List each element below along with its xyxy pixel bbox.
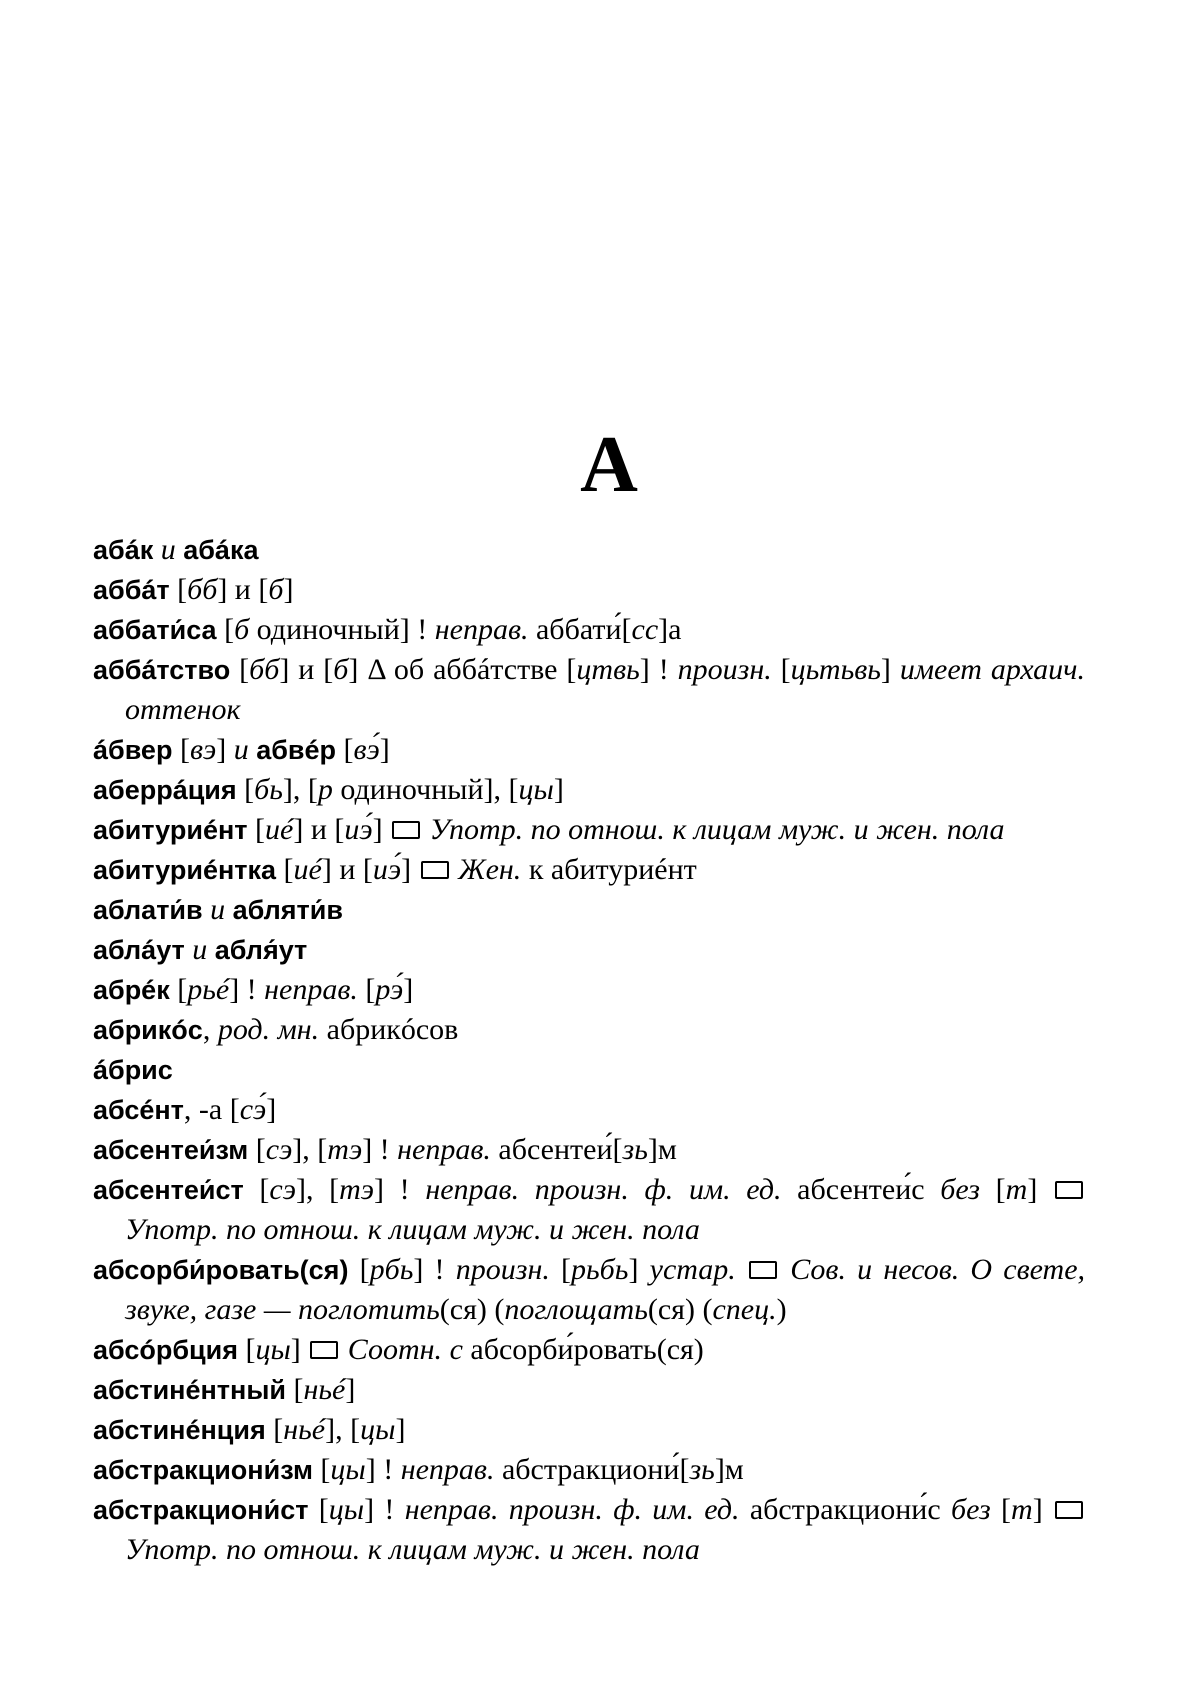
headword: абстинéнтный — [93, 1375, 286, 1405]
entry-text: ] — [283, 573, 294, 606]
entry-text: ] и [ — [217, 573, 269, 606]
italic-note: неправ. — [397, 1133, 491, 1166]
entry-text: [ — [169, 573, 188, 606]
italic-note: цы — [328, 1493, 365, 1526]
headword: абсорби́ровать(ся) — [93, 1255, 349, 1285]
italic-note: ньé — [303, 1373, 346, 1406]
italic-note: Употр. по отнош. к лицам муж. и жен. пола — [429, 813, 1005, 846]
headword: абрикóс — [93, 1015, 203, 1045]
entry-text: [ — [348, 1253, 370, 1286]
entry-text: ] ! — [365, 1453, 401, 1486]
entry-text: одиночный], [ — [332, 773, 519, 806]
entry-text: [ — [312, 1453, 331, 1486]
italic-note: бб — [249, 653, 280, 686]
entry-text: ] ! — [364, 1493, 405, 1526]
italic-note: неправ. — [434, 613, 529, 646]
entry-text: одиночный] ! — [249, 613, 435, 646]
headword: абсóрбция — [93, 1335, 238, 1365]
dictionary-entry — [93, 810, 1085, 850]
italic-note: цы — [518, 773, 554, 806]
entry-text: [ — [216, 613, 235, 646]
dictionary-entry — [93, 610, 1085, 650]
italic-note: тэ — [327, 1133, 363, 1166]
headword: абитуриéнтка — [93, 855, 277, 885]
headword: абстракциони́зм — [93, 1455, 313, 1485]
entry-text: абсентеи́[ — [490, 1133, 623, 1166]
headword: абстинéнция — [93, 1415, 266, 1445]
entry-text: ] — [1027, 1173, 1053, 1206]
italic-note: рэ́ — [375, 973, 404, 1006]
dictionary-entry — [93, 1370, 1085, 1410]
italic-note: Употр. по отнош. к лицам муж. и жен. пола — [125, 1533, 700, 1566]
italic-note: ньé — [283, 1413, 326, 1446]
entry-text: абстракциони́с — [739, 1493, 951, 1526]
entry-text: ] — [372, 813, 391, 846]
italic-note: Соотн. — [347, 1333, 443, 1366]
headword: абсентеи́зм — [93, 1135, 249, 1165]
entry-text: к абитуриéнт — [521, 853, 697, 886]
italic-note: и — [233, 733, 249, 766]
entry-text: [ — [357, 973, 376, 1006]
entry-text: ] — [403, 973, 414, 1006]
italic-note: сс — [631, 613, 659, 646]
italic-note: рьбь — [571, 1253, 629, 1286]
dictionary-entry — [93, 1090, 1085, 1130]
headword: аберрáция — [93, 775, 237, 805]
headword: аббáтство — [93, 655, 231, 685]
entry-text: ] и [ — [321, 853, 373, 886]
italic-note: иэ́ — [372, 853, 402, 886]
entry-text: [ — [248, 1133, 266, 1166]
definition-box-icon — [392, 821, 420, 839]
dictionary-entry — [93, 970, 1085, 1010]
headword: абвéр — [256, 735, 337, 765]
dictionary-entry — [93, 1010, 1085, 1050]
entry-text: ) — [776, 1293, 787, 1326]
italic-note: и — [202, 893, 233, 926]
dictionary-entry — [93, 570, 1085, 610]
italic-note: цтвь — [576, 653, 640, 686]
italic-note: неправ. — [264, 973, 358, 1006]
headword: абстракциони́ст — [93, 1495, 309, 1525]
entry-text: ] — [553, 773, 564, 806]
entry-text — [340, 1333, 348, 1366]
italic-note: и — [184, 933, 215, 966]
entry-text — [451, 853, 459, 886]
italic-note: цы — [330, 1453, 366, 1486]
italic-note: зь — [622, 1133, 648, 1166]
entry-text: ] — [216, 733, 234, 766]
entry-text: ] ! — [413, 1253, 456, 1286]
italic-note: иé — [265, 813, 294, 846]
dictionary-entry — [93, 1490, 1085, 1570]
italic-note: р — [317, 773, 333, 806]
italic-note: устар. — [649, 1253, 736, 1286]
entry-text — [736, 1253, 747, 1286]
italic-note: род. мн. — [217, 1013, 320, 1046]
headword: абáка — [183, 535, 259, 565]
entry-text: ] ! — [374, 1173, 426, 1206]
entry-text — [422, 813, 430, 846]
dictionary-entry — [93, 650, 1085, 730]
entry-text: (ся) ( — [439, 1293, 505, 1326]
dictionary-entry — [93, 730, 1085, 770]
section-letter: А — [580, 421, 638, 509]
italic-note: неправ. произн. ф. им. ед. — [404, 1493, 740, 1526]
italic-note: б — [234, 613, 250, 646]
entry-text: ] ! — [362, 1133, 398, 1166]
entry-text: ] — [880, 653, 900, 686]
entry-text: (ся) ( — [647, 1293, 713, 1326]
entry-text — [779, 1253, 790, 1286]
dictionary-entry — [93, 1450, 1085, 1490]
dictionary-entry — [93, 530, 1085, 570]
italic-note: зь — [689, 1453, 715, 1486]
entry-text: [ — [237, 1333, 256, 1366]
entry-text: ]м — [714, 1453, 744, 1486]
entry-text: абстракциони́[ — [494, 1453, 690, 1486]
entry-text: ], [ — [325, 1413, 361, 1446]
entry-text: ] — [266, 1093, 277, 1126]
entry-text: , — [202, 1013, 218, 1046]
entry-text: [ — [236, 773, 255, 806]
italic-note: без — [940, 1173, 980, 1206]
headword: абля́ут — [214, 935, 308, 965]
headword: аблáут — [93, 935, 185, 965]
italic-note: Жен. — [458, 853, 522, 886]
entry-text: ] ! — [229, 973, 265, 1006]
italic-note: имеет архаич. оттенок — [125, 653, 1085, 726]
dictionary-entries — [93, 530, 1085, 1570]
entry-text: [ — [169, 973, 188, 1006]
dictionary-entry — [93, 1330, 1085, 1370]
italic-note: цьтьвь — [790, 653, 881, 686]
entry-text: ], [ — [295, 1173, 340, 1206]
italic-note: б — [333, 653, 349, 686]
italic-note: с — [449, 1333, 463, 1366]
entry-text: ] ! — [639, 653, 678, 686]
entry-text: ], [ — [292, 1133, 328, 1166]
entry-text: ] — [401, 853, 419, 886]
entry-text: абсорби́ровать(ся) — [462, 1333, 704, 1366]
entry-text: , -а [ — [183, 1093, 240, 1126]
dictionary-entry — [93, 850, 1085, 890]
entry-text: ] — [395, 1413, 406, 1446]
italic-note: иé — [293, 853, 322, 886]
italic-note: цы — [360, 1413, 396, 1446]
headword: абитуриéнт — [93, 815, 248, 845]
headword: áбрис — [93, 1055, 173, 1085]
entry-text: ], [ — [282, 773, 318, 806]
italic-note: и — [153, 533, 184, 566]
italic-note: Употр. по отнош. к лицам муж. и жен. пола — [125, 1213, 700, 1246]
definition-box-icon — [310, 1341, 338, 1359]
entry-text: [ — [172, 733, 190, 766]
dictionary-entry — [93, 770, 1085, 810]
entry-text: [ — [276, 853, 294, 886]
italic-note: сэ — [269, 1173, 296, 1206]
entry-text: ] — [1032, 1493, 1054, 1526]
entry-text: ] — [345, 1373, 356, 1406]
italic-note: произн. — [455, 1253, 550, 1286]
entry-text: ] и [ — [293, 813, 345, 846]
italic-note: произн. — [677, 653, 772, 686]
italic-note: вэ — [189, 733, 217, 766]
italic-note: неправ. произн. ф. им. ед. — [425, 1173, 782, 1206]
italic-note: рьé — [187, 973, 230, 1006]
entry-text: [ — [771, 653, 791, 686]
entry-text: аббати́[ — [528, 613, 632, 646]
dictionary-entry — [93, 930, 1085, 970]
dictionary-entry — [93, 1050, 1085, 1090]
headword: абсентеи́ст — [93, 1175, 244, 1205]
headword: абáк — [93, 535, 154, 565]
definition-box-icon — [421, 861, 449, 879]
entry-text: [ — [243, 1173, 270, 1206]
definition-box-icon — [1055, 1181, 1083, 1199]
italic-note: иэ́ — [344, 813, 373, 846]
entry-text: [ — [247, 813, 265, 846]
entry-text: ]а — [658, 613, 682, 646]
entry-text: [ — [230, 653, 250, 686]
headword: аббáт — [93, 575, 170, 605]
headword: аблати́в — [93, 895, 203, 925]
headword: аббати́са — [93, 615, 217, 645]
entry-text: ] — [628, 1253, 650, 1286]
entry-text: абрикóсов — [319, 1013, 459, 1046]
definition-box-icon — [749, 1261, 777, 1279]
italic-note: сэ́ — [239, 1093, 267, 1126]
italic-note: спец. — [712, 1293, 777, 1326]
entry-text: [ — [336, 733, 354, 766]
headword: абляти́в — [232, 895, 343, 925]
entry-text: абсентеи́с — [781, 1173, 941, 1206]
definition-box-icon — [1055, 1501, 1083, 1519]
dictionary-entry — [93, 1410, 1085, 1450]
italic-note: б — [268, 573, 284, 606]
italic-note: без — [950, 1493, 991, 1526]
italic-note: поглощать — [504, 1293, 648, 1326]
dictionary-entry — [93, 1250, 1085, 1330]
headword: áбвер — [93, 735, 173, 765]
italic-note: тэ — [339, 1173, 375, 1206]
italic-note: т — [1011, 1493, 1033, 1526]
entry-text: [ — [549, 1253, 572, 1286]
italic-note: бб — [187, 573, 218, 606]
italic-note: неправ. — [400, 1453, 495, 1486]
italic-note: сэ — [265, 1133, 293, 1166]
italic-note: бь — [254, 773, 283, 806]
headword: абрéк — [93, 975, 170, 1005]
italic-note: цы — [255, 1333, 291, 1366]
entry-text: [ — [286, 1373, 304, 1406]
italic-note: вэ́ — [353, 733, 380, 766]
dictionary-entry — [93, 890, 1085, 930]
italic-note: т — [1005, 1173, 1028, 1206]
dictionary-entry — [93, 1170, 1085, 1250]
entry-text — [442, 1333, 450, 1366]
entry-text: ]м — [647, 1133, 677, 1166]
entry-text: ] — [379, 733, 390, 766]
entry-text: ] — [290, 1333, 309, 1366]
entry-text: [ — [308, 1493, 329, 1526]
entry-text: ] и [ — [279, 653, 334, 686]
entry-text: [ — [980, 1173, 1006, 1206]
italic-note: рбь — [369, 1253, 414, 1286]
italic-note: Сов. и несов. О свете, звуке, газе — поглотить — [125, 1253, 1086, 1326]
headword: абсéнт — [93, 1095, 184, 1125]
entry-text: ] Δ об аббáтстве [ — [348, 653, 577, 686]
entry-text: [ — [265, 1413, 284, 1446]
dictionary-entry — [93, 1130, 1085, 1170]
entry-text: [ — [990, 1493, 1012, 1526]
